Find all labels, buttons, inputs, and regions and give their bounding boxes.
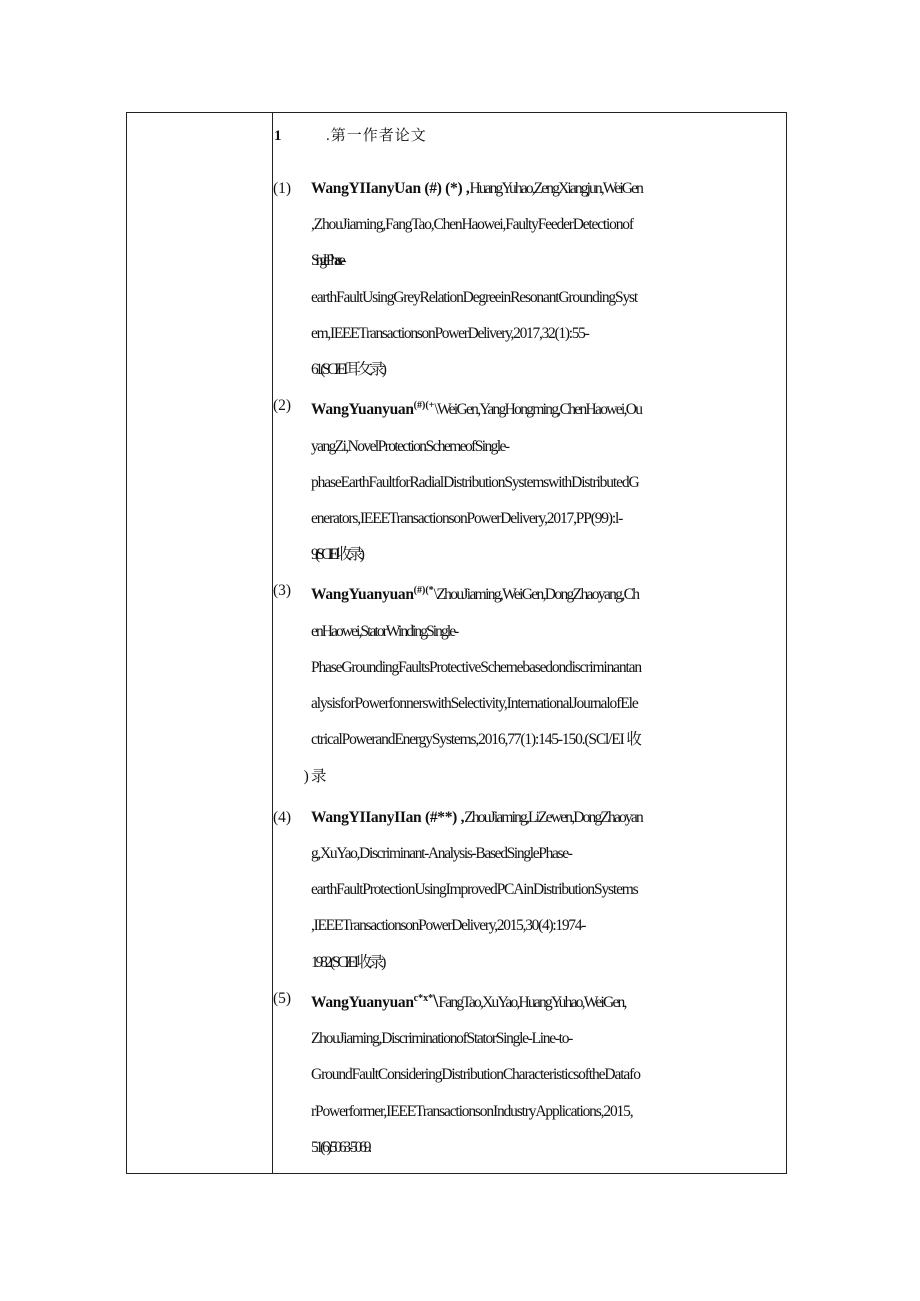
reference-item	[273, 800, 786, 981]
citation-text: enHaowei,StatorWindingSingle-	[311, 622, 458, 640]
section-heading	[274, 126, 427, 146]
citation-text: phaseEarthFaultforRadialDistributionSystemswithDistributedG	[311, 473, 639, 491]
author-name: WangYuanyuan	[311, 993, 414, 1011]
reference-line	[311, 872, 784, 908]
citation-text: alysisforPowerfonnerswithSelectivity,InternationalJournalofEle	[311, 695, 638, 713]
citation-text: 1982.(SCI/EI 收录)	[311, 953, 384, 971]
reference-line	[311, 1057, 784, 1093]
reference-item	[273, 171, 786, 388]
author-name: WangYIIanyIIan (#**) ,	[311, 808, 465, 826]
author-mark: (#)(+	[413, 400, 435, 412]
section-title: .第一作者论文	[326, 128, 427, 144]
author-mark: c*x*	[413, 992, 434, 1004]
section-number: 1	[274, 128, 282, 144]
reference-line	[311, 429, 784, 465]
citation-text: FangTao,XuYao,HuangYuhao,WeiGen,	[438, 993, 626, 1011]
citation-text: GroundFaultConsideringDistributionCharacteristicsoftheDatafo	[311, 1066, 640, 1084]
citation-text: PhaseGroundingFaultsProtectiveSchemebasedondiscriminantan	[311, 658, 641, 676]
citation-text: \ZhouJiaming,WeiGen,DongZhaoyang,Ch	[433, 586, 639, 604]
reference-index: (1)	[273, 180, 292, 197]
reference-line	[311, 465, 784, 501]
reference-item	[273, 573, 786, 794]
reference-text	[311, 800, 784, 981]
author-name: WangYuanyuan	[311, 586, 414, 604]
publication-cell	[273, 113, 786, 1173]
reference-line	[311, 501, 784, 537]
citation-text: rPowerformer,IEEETransactionsonIndustryApplications,2015,	[311, 1102, 633, 1120]
citation-text: earthFaultUsingGreyRelationDegreeinResonantGroundingSyst	[311, 288, 638, 306]
citation-text: ZhouJiaming,LiZewen,DongZhaoyan	[464, 808, 642, 826]
citation-text: em,IEEETransactionsonPowerDelivery,2017,32(1):55-	[311, 324, 589, 342]
citation-text: g,XuYao,Discriminant-Analysis-BasedSinglePhase-	[311, 844, 572, 862]
citation-text: ctricalPowerandEnergySystems,2016,77(1):145-150.(SCl/EI 收	[311, 731, 641, 749]
citation-text: yangZi,NovelProtectionSchemeofSingle-	[311, 437, 509, 455]
citation-text: 9.(SCI/EI 收录)	[311, 546, 362, 564]
reference-line	[311, 1094, 784, 1130]
author-name: WangYuanyuan	[311, 401, 414, 419]
reference-text	[311, 981, 784, 1166]
reference-text	[311, 388, 784, 573]
reference-line	[311, 1130, 784, 1166]
reference-line	[311, 908, 784, 944]
publication-table	[126, 112, 787, 1174]
reference-line	[311, 537, 784, 573]
reference-line	[311, 316, 784, 352]
reference-index: (3)	[273, 582, 292, 600]
reference-line	[311, 573, 784, 613]
reference-line	[311, 836, 784, 872]
reference-index: (2)	[273, 397, 292, 415]
reference-line	[311, 280, 784, 316]
reference-line	[311, 207, 784, 243]
author-name: WangYIIanyUan (#) (*) ,	[311, 180, 470, 197]
reference-list	[273, 171, 786, 1166]
reference-item	[273, 981, 786, 1166]
reference-line	[311, 388, 784, 428]
citation-text: \WeiGen,YangHongming,ChenHaowei,Ou	[434, 401, 642, 419]
citation-text: ,ZhouJiaming,FangTao,ChenHaowei,FaultyFeederDetectionof	[311, 216, 633, 234]
reference-line	[311, 759, 784, 795]
reference-line	[311, 243, 784, 279]
citation-text: 61.(SCI/EI 耳攵录)	[311, 361, 384, 379]
reference-line	[311, 614, 784, 650]
reference-line	[311, 722, 784, 758]
reference-line	[311, 686, 784, 722]
citation-text: SinglePhase-	[311, 252, 343, 270]
author-mark: (#)(*	[413, 585, 434, 597]
reference-line	[311, 800, 784, 836]
citation-text: ,IEEETransactionsonPowerDelivery,2015,30(4):1974-	[311, 917, 586, 935]
reference-line	[311, 945, 784, 981]
citation-text: 51(6):5063-5069.	[311, 1138, 369, 1156]
citation-text: enerators,IEEETransactionsonPowerDelivery,2017,PP(99):l-	[311, 509, 623, 527]
reference-line	[311, 352, 784, 388]
reference-index: (4)	[273, 808, 292, 826]
reference-item	[273, 388, 786, 573]
reference-line	[311, 981, 784, 1021]
reference-line	[311, 171, 784, 207]
citation-text: earthFaultProtectionUsingImprovedPCAinDistributionSystems	[311, 881, 638, 899]
author-separator: \	[433, 990, 439, 1012]
reference-line	[311, 1021, 784, 1057]
reference-line	[311, 650, 784, 686]
reference-text	[311, 573, 784, 794]
citation-text: HuangYuhao,ZengXiangjun,WeiGen	[469, 180, 642, 197]
reference-text	[311, 171, 784, 388]
reference-index: (5)	[273, 989, 292, 1007]
citation-text: ZhouJiaming,DiscriminationofStatorSingle-Line-to-	[311, 1030, 573, 1048]
